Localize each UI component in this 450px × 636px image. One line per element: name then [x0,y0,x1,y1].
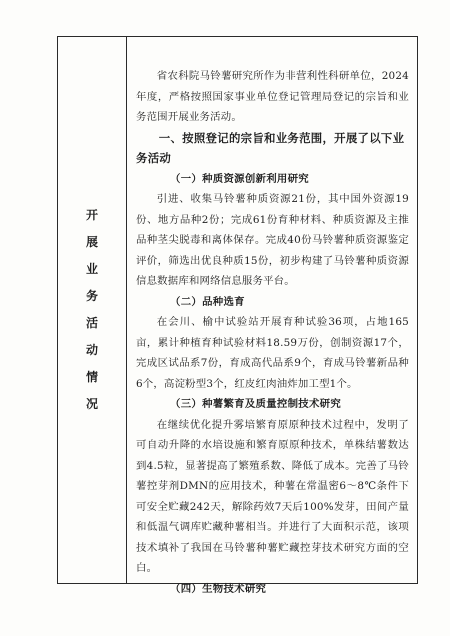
section-label-char: 开 [85,208,98,222]
section-label-char: 务 [85,289,98,303]
section-label-char: 动 [85,343,98,357]
section-body: 在会川、榆中试验站开展育种试验36项，占地165亩，累计种植育种试验材料18.59万份，创制资源17个，完成区试品系7份，育成高代品系9个，育成马铃薯新品种6个，高淀粉型3个，红皮红肉油炸加工型1个。 [136,316,409,390]
section-label-char: 活 [85,316,98,330]
report-table [57,36,418,595]
section-label-cell [58,37,127,583]
section-title: （三）种薯繁育及质量控制技术研究 [170,398,342,410]
section-title: （四）生物技术研究 [170,582,267,595]
section-title: （二）品种选育 [170,295,245,308]
section-label-char: 业 [85,262,98,276]
section-label-char: 况 [85,397,98,411]
content-cell [126,37,417,595]
section-label-char: 展 [85,235,98,249]
intro-paragraph: 省农科院马铃薯研究所作为非营利性科研单位，2024年度，严格按照国家事业单位登记管理局登记的宗旨和业务范围开展业务活动。 [136,70,409,123]
section-label-char: 情 [85,370,98,384]
section-body: 引进、收集马铃薯种质资源21份，其中国外资源19份、地方品种2份；完成61份育种材料、种质资源及主推品种茎尖脱毒和离体保存。完成40份马铃薯种质资源鉴定评价，筛选出优良种质15份，初步构建了马铃薯种质资源信息数据库和网络信息服务平台。 [136,193,409,287]
section-body: 在继续优化提升雾培繁育原原种技术过程中，发明了可自动升降的水培设施和繁育原原种技术，单株结薯数达到4.5粒，显著提高了繁殖系数、降低了成本。完善了马铃薯控芽剂DMN的应用技术，种薯在常温密6～8℃条件下可安全贮藏242天，解除药效7天后100%发芽，田间产量和低温气调库贮藏种薯相当。并进行了大面积示范，该项技术填补了我国在马铃薯种薯贮藏控芽技术研究方面的空白。 [136,418,409,574]
section-label [86,202,98,418]
section-title: （一）种质资源创新利用研究 [170,172,309,185]
main-heading: 一、按照登记的宗旨和业务范围，开展了以下业务活动 [136,130,405,165]
